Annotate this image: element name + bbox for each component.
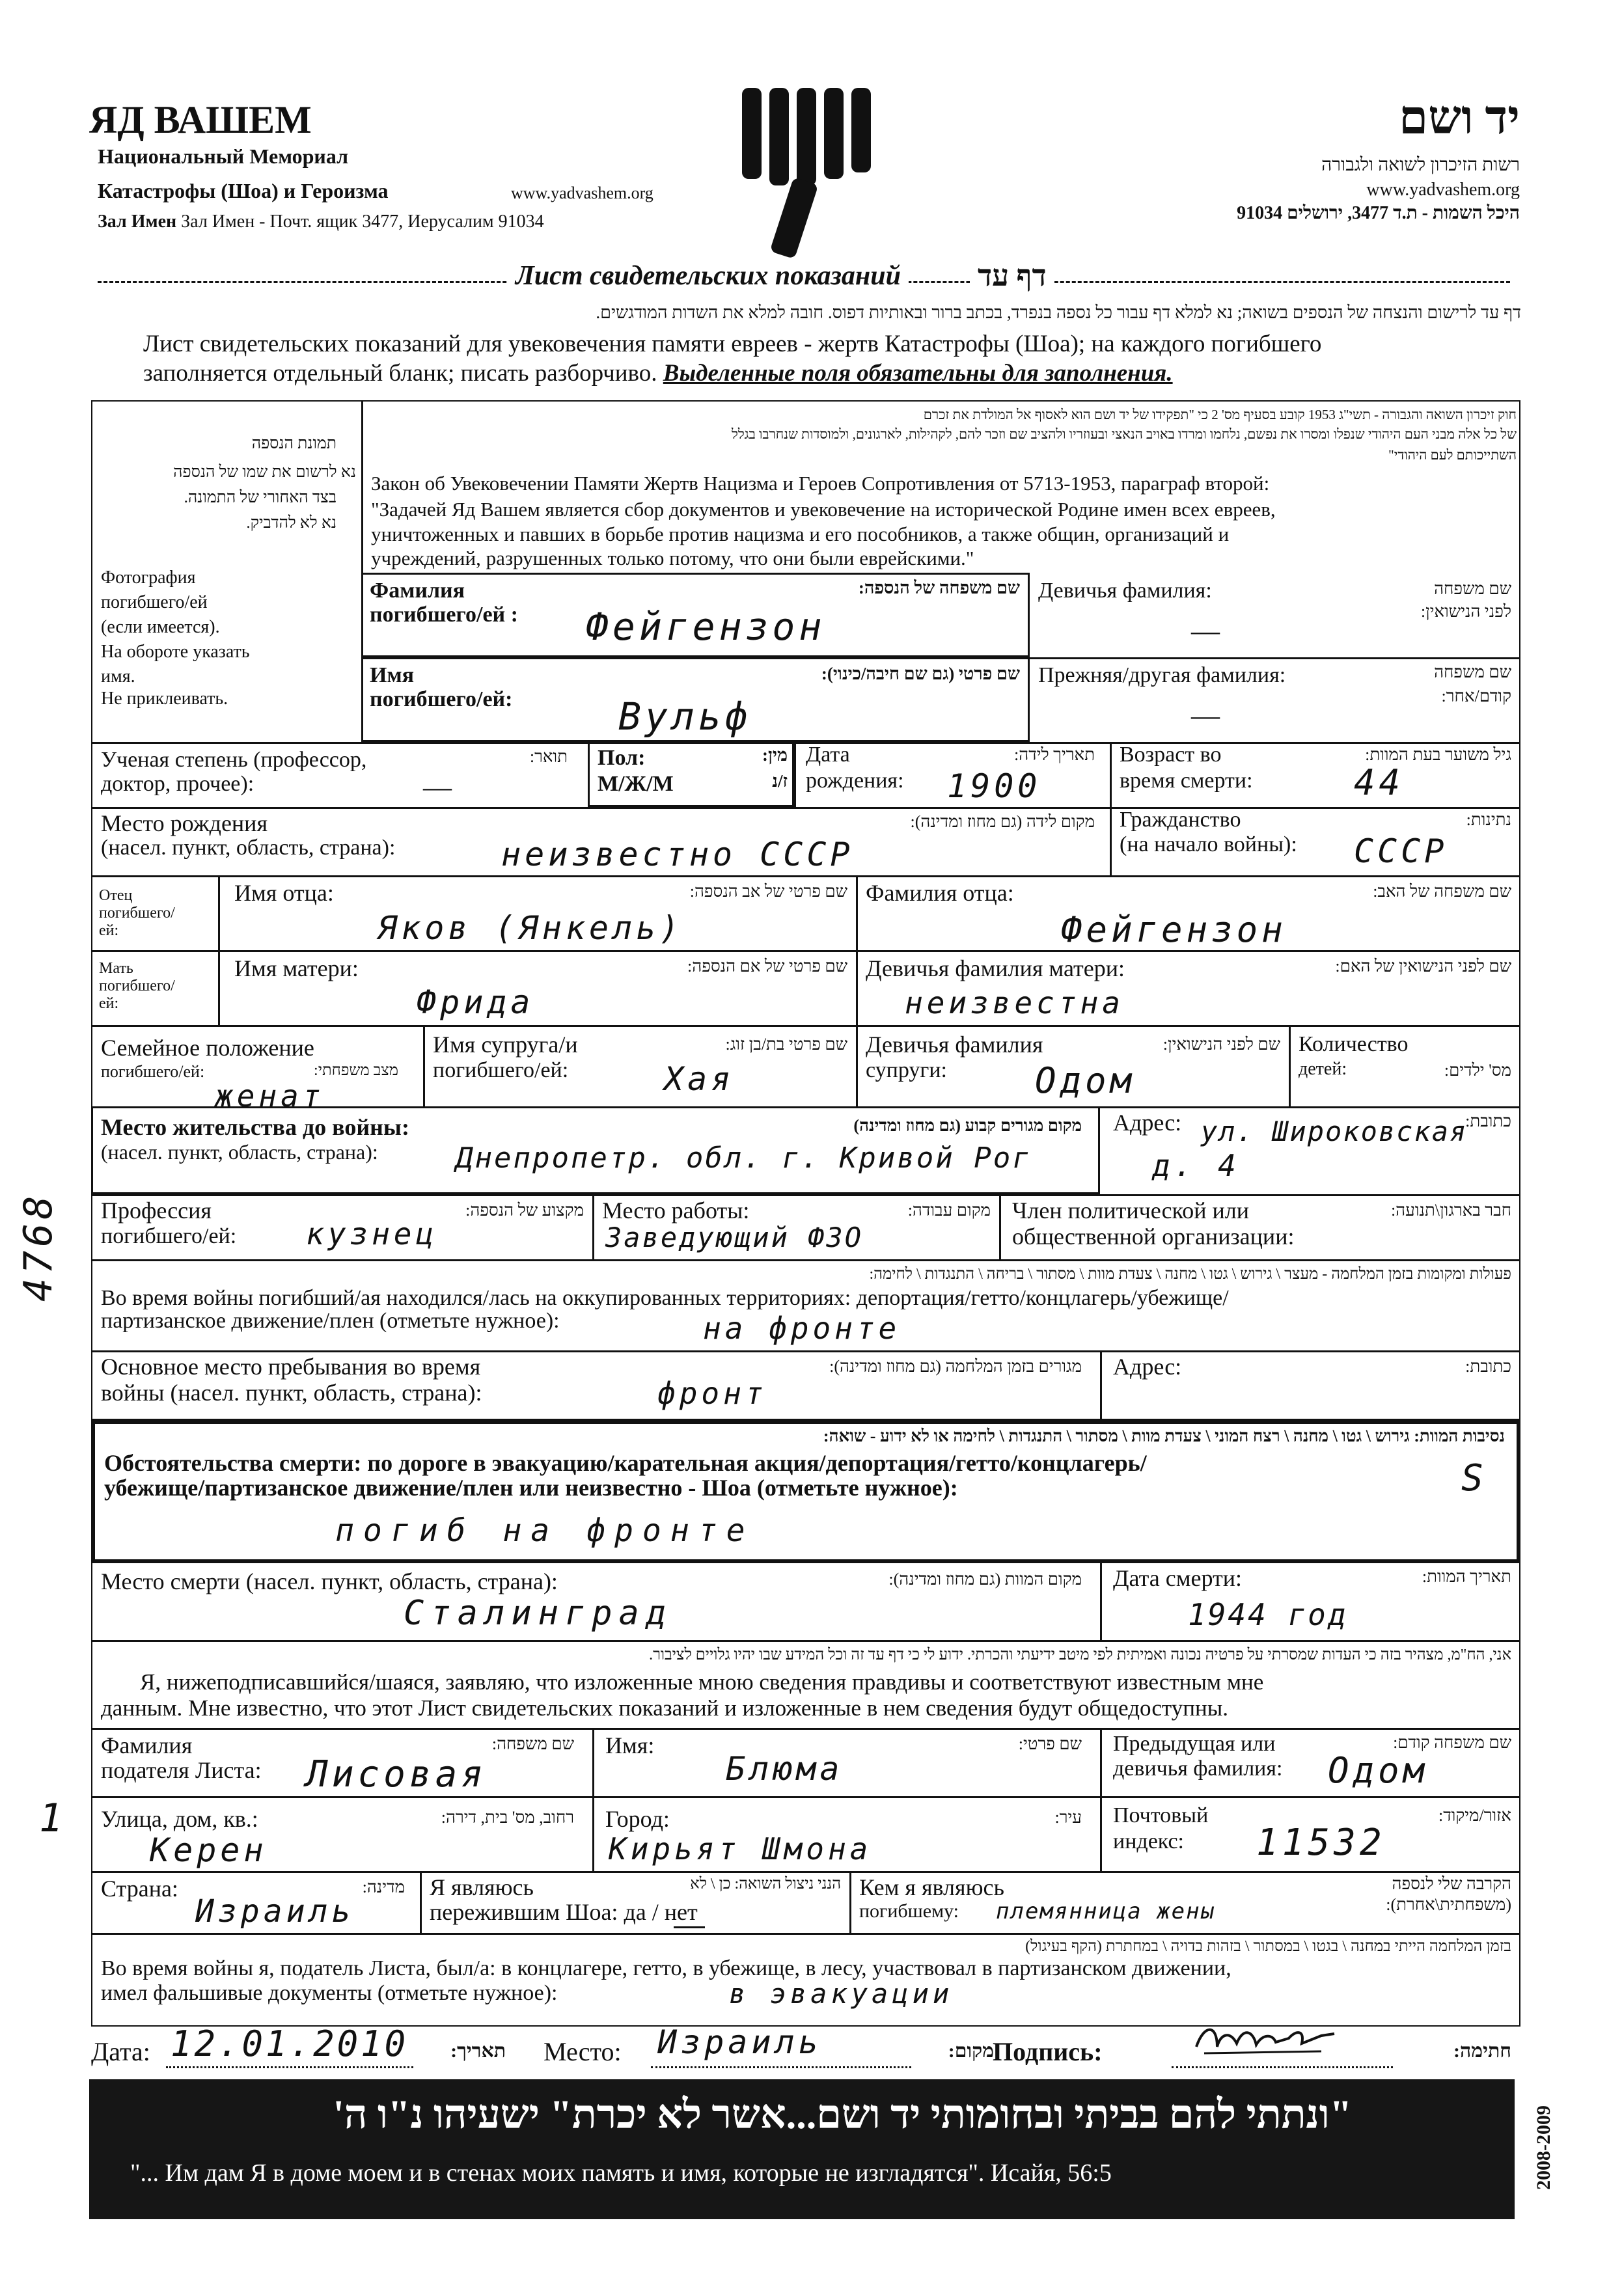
submitter-surname-label-2: подателя Листа: [101, 1757, 262, 1783]
submitter-country-label: Страна: [101, 1876, 178, 1902]
degree-label-he: תואר: [529, 747, 568, 766]
side-years: 2008-2009 [1533, 2105, 1554, 2190]
war-activity-he: פעולות ומקומות בזמן המלחמה - מעצר \ גירוש \ גטו \ מחנה \ צעדת מוות \ מסתור \ בריחה \ התנגדות \ לחימה: [869, 1266, 1511, 1283]
submitter-prev-label-he: שם משפחה קודם: [1393, 1733, 1511, 1752]
photo-note-ru-3: (если имеется). [101, 617, 220, 637]
father-label: Имя отца: [234, 880, 334, 906]
mother-maiden-value[interactable]: неизвестна [905, 985, 1124, 1020]
sex-label-2[interactable]: М/Ж/М [598, 772, 674, 796]
war-activity-ru-1: Во время войны погибший/ая находился/лась на оккупированных территориях: депортация/гетто/концлагерь/убежище/ [101, 1286, 1229, 1310]
date-value[interactable]: 12.01.2010 [171, 2023, 409, 2064]
wartime-ru-1: Во время войны я, податель Листа, был/а: в концлагере, гетто, в убежище, в лесу, участвовал в партизанском движении, [101, 1956, 1231, 1980]
father-value[interactable]: Яков (Янкель) [378, 909, 683, 947]
address-value-2[interactable]: д. 4 [1152, 1148, 1240, 1183]
citizenship-label-he: נתינות: [1466, 810, 1511, 829]
survivor-underline [674, 1926, 705, 1928]
citizenship-label-2: (на начало войны): [1120, 832, 1297, 856]
side-stamp: 4768 [16, 1192, 61, 1302]
age-label-he: גיל משוער בעת המוות: [1365, 745, 1511, 764]
date-label: Дата: [91, 2037, 150, 2066]
side-mark: 1 [39, 1796, 67, 1841]
sex-label-he-2: ז/נ [772, 771, 788, 791]
org-subtitle-he: רשות הזיכרון לשואה ולגבורה [1321, 155, 1520, 175]
spouse-label-1: Имя супруга/и [433, 1032, 578, 1058]
death-circ-value[interactable]: погиб на фронте [335, 1512, 754, 1549]
intro-ru-2b: Выделенные поля обязательны для заполнения. [663, 360, 1173, 387]
address-label: Адрес: [1113, 1110, 1182, 1136]
residence-label-he: מקום מגורים קבוע (גם מחוז ומדינה) [853, 1116, 1082, 1135]
relation-label-1: Кем я являюсь [859, 1874, 1004, 1900]
submitter-prev-value[interactable]: Одом [1328, 1750, 1429, 1791]
degree-value[interactable]: — [423, 771, 452, 803]
intro-ru-1: Лист свидетельских показаний для увековечения памяти евреев - жертв Катастрофы (Шоа); на каждого погибшего [143, 331, 1322, 357]
father-surname-label-he: שם משפחה של האב: [1373, 882, 1511, 901]
age-label-2: время смерти: [1120, 769, 1253, 793]
citizenship-value[interactable]: СССР [1354, 832, 1448, 870]
residence-label-1: Место жительства до войны: [101, 1114, 409, 1140]
org-subtitle-2: Катастрофы (Шоа) и Героизма [98, 179, 389, 202]
surname-value[interactable]: Фейгензон [586, 605, 826, 649]
submitter-street-value[interactable]: Керен [150, 1831, 268, 1869]
spouse-label-2: погибшего/ей: [433, 1058, 569, 1082]
surname-label-1: Фамилия [370, 579, 465, 603]
profession-label-2: погибшего/ей: [101, 1224, 237, 1248]
submitter-prev-label-2: девичья фамилия: [1113, 1756, 1283, 1781]
submitter-prev-label-1: Предыдущая или [1113, 1732, 1276, 1756]
residence-label-2: (насел. пункт, область, страна): [101, 1140, 378, 1164]
mother-side-1: Мать [99, 960, 133, 977]
prev-surname-he-2: קודם/אחר: [1441, 687, 1511, 705]
org-subtitle-1: Национальный Мемориал [98, 144, 349, 168]
maiden-label: Девичья фамилия: [1038, 579, 1212, 603]
address-value-1[interactable]: ул. Широковская [1201, 1115, 1468, 1147]
age-label-1: Возраст во [1120, 743, 1222, 767]
war-place-value[interactable]: фронт [657, 1376, 767, 1411]
profession-value[interactable]: кузнец [306, 1216, 438, 1251]
father-surname-label: Фамилия отца: [866, 880, 1014, 906]
marital-value[interactable]: женат [215, 1078, 325, 1114]
father-label-he: שם פרטי של אב הנספה: [689, 882, 847, 901]
mother-label-he: שם פרטי של אם הנספה: [687, 957, 847, 976]
workplace-label-he: מקום עבודה: [907, 1201, 991, 1220]
survivor-label-he: הנני ניצול השואה: כן \ לא [690, 1876, 841, 1893]
address-label-he: כתובת: [1465, 1112, 1511, 1130]
wartime-he: בזמן המלחמה הייתי במחנה \ בגטו \ במסתור \ בזהות בדויה \ במחתרת (הקף בעיגול) [1025, 1938, 1511, 1955]
relation-value[interactable]: племянница жены [996, 1898, 1216, 1924]
submitter-country-label-he: מדינה: [362, 1878, 405, 1896]
org-address-text: Зал Имен - Почт. ящик 3477, Иерусалим 91034 [181, 212, 544, 232]
submitter-surname-label-1: Фамилия [101, 1732, 193, 1758]
war-activity-ru-2: партизанское движение/плен (отметьте нужное): [101, 1309, 560, 1333]
submitter-zip-label-2: индекс: [1113, 1829, 1184, 1853]
submitter-zip-label-1: Почтовый [1113, 1803, 1209, 1827]
law-ru-2: "Задачей Яд Вашем является сбор документов и увековечение на исторической Родине имен всех евреев, [371, 498, 1276, 521]
surname-label-he: שם משפחה של הנספה: [858, 578, 1020, 597]
photo-note-he-1: תמונת הנספה [251, 435, 337, 452]
father-side-2: погибшего/ [99, 905, 175, 922]
quote-ru: "... Им дам Я в доме моем и в стенах моих память и имя, которые не изгладятся". Исайя, 56:5 [130, 2159, 1112, 2187]
war-activity-value[interactable]: на фронте [703, 1311, 901, 1346]
relation-label-he-2: (משפחתית\אחרת): [1386, 1895, 1511, 1914]
surname-label-2: погибшего/ей : [370, 603, 518, 627]
submitter-name-label: Имя: [605, 1732, 655, 1758]
children-label-2: детей: [1299, 1059, 1347, 1079]
law-ru-1: Закон об Увековечении Памяти Жертв Нацизма и Героев Сопротивления от 5713-1953, параграф второй: [371, 472, 1270, 495]
war-place-label-1: Основное место пребывания во время [101, 1354, 481, 1380]
spouse-label-he: שם פרטי בת/בן זוג: [725, 1035, 847, 1054]
death-place-label-he: מקום המוות (גם מחוז ומדינה): [888, 1570, 1082, 1589]
survivor-label-1: Я являюсь [430, 1874, 534, 1900]
law-he-1: חוק זיכרון השואה והגבורה - תשי"ג 1953 קובע בסעיף מס' 2 כי "תפקידו של יד ושם הוא לאסוף אל המולדת את זכרם [923, 407, 1517, 422]
signature-line [1172, 2066, 1393, 2070]
residence-value[interactable]: Днепропетр. обл. г. Кривой Рог [456, 1141, 1032, 1175]
submitter-surname-label-he: שם משפחה: [491, 1734, 574, 1753]
photo-note-he-3: בצד האחורי של התמונה. [184, 489, 337, 506]
wartime-ru-2: имел фальшивые документы (отметьте нужное): [101, 1981, 558, 2005]
photo-note-ru-6: Не приклеивать. [101, 689, 228, 709]
wartime-value[interactable]: в эвакуации [729, 1978, 954, 2010]
prev-surname-value[interactable]: — [1191, 700, 1220, 731]
spouse-maiden-value[interactable]: Одом [1035, 1060, 1136, 1101]
father-surname-value[interactable]: Фейгензон [1061, 909, 1287, 950]
spouse-value[interactable]: Хая [664, 1060, 735, 1098]
sex-label-1: Пол: [598, 746, 646, 770]
war-place-label-he: מגורים בזמן המלחמה (גם מחוז ומדינה): [829, 1357, 1082, 1376]
intro-ru-2 [143, 360, 1173, 388]
submitter-country-value[interactable]: Израиль [195, 1893, 355, 1930]
degree-label-2: доктор, прочее): [101, 772, 254, 796]
birthdate-label-he: תאריך לידה: [1014, 745, 1095, 764]
workplace-value[interactable]: Заведующий ФЗО [605, 1222, 864, 1253]
name-label-he: שם פרטי (גם שם חיבה/כינוי): [821, 664, 1020, 683]
citizenship-label-1: Гражданство [1120, 808, 1241, 832]
place-line [651, 2066, 911, 2070]
prev-surname-label: Прежняя/другая фамилия: [1038, 663, 1286, 687]
degree-label-1: Ученая степень (профессор, [101, 748, 367, 772]
member-label-he: חבר בארגון\תנועה: [1390, 1201, 1511, 1220]
submitter-name-label-he: שם פרטי: [1018, 1734, 1082, 1753]
maiden-label-he-1: שם משפחה [1434, 579, 1511, 598]
relation-label-2: погибшему: [859, 1900, 959, 1922]
place-label-he: מקום: [948, 2040, 994, 2062]
signature[interactable] [1191, 2017, 1341, 2063]
form-title-ru: Лист свидетельских показаний [508, 260, 909, 292]
birthdate-value[interactable]: 1900 [947, 767, 1041, 805]
birthplace-label-2: (насел. пункт, область, страна): [101, 836, 396, 860]
submitter-city-label-he: עיר: [1054, 1808, 1082, 1827]
marital-label-1: Семейное положение [101, 1035, 314, 1061]
mother-side-3: ей: [99, 995, 119, 1012]
war-place-label-2: войны (насел. пункт, область, страна): [101, 1380, 482, 1406]
law-he-3: השתייכותם לעם היהודי" [1388, 447, 1517, 463]
quote-he: "ונתתי להם בביתי ובחומותי יד ושם...אשר לא יכרת" ישעיהו נ"ו ה' [333, 2093, 1352, 2137]
war-address-label-he: כתובת: [1465, 1357, 1511, 1376]
submitter-street-label-he: רחוב, מס' בית, דירה: [441, 1808, 574, 1827]
submitter-street-label: Улица, дом, кв.: [101, 1806, 258, 1832]
birthdate-label-2: рождения: [806, 769, 904, 793]
death-place-value[interactable]: Сталинград [404, 1594, 673, 1633]
profession-label-he: מקצוע של הנספה: [465, 1201, 584, 1220]
submitter-name-value[interactable]: Блюма [726, 1750, 844, 1788]
org-url-right[interactable]: www.yadvashem.org [1366, 180, 1520, 200]
birthdate-label-1: Дата [806, 743, 850, 767]
spouse-maiden-label-2: супруги: [866, 1058, 947, 1082]
submitter-surname-value[interactable]: Лисовая [306, 1753, 488, 1796]
death-circ-mark[interactable]: S [1461, 1457, 1487, 1499]
mother-maiden-label: Девичья фамилия матери: [866, 955, 1125, 981]
death-date-label: Дата смерти: [1113, 1565, 1243, 1591]
member-label-1: Член политической или [1012, 1197, 1250, 1223]
submitter-zip-label-he: אזור/מיקוד: [1438, 1806, 1511, 1825]
org-name-ru: ЯД ВАШЕМ [89, 98, 312, 141]
age-value[interactable]: 44 [1354, 762, 1405, 803]
photo-note-ru-5: имя. [101, 666, 135, 687]
death-date-label-he: תאריך המוות: [1422, 1567, 1511, 1586]
war-address-label: Адрес: [1113, 1354, 1182, 1380]
profession-label-1: Профессия [101, 1197, 212, 1223]
photo-note-he-2: נא לרשום את שמו של הנספה [173, 463, 356, 481]
photo-note-ru-4: На обороте указать [101, 642, 250, 662]
death-place-label: Место смерти (насел. пункт, область, страна): [101, 1568, 558, 1594]
marital-label-he: מצב משפחתי: [314, 1062, 398, 1079]
intro-ru-2a: заполняется отдельный бланк; писать разборчиво. [143, 360, 657, 387]
relation-label-he-1: הקרבה שלי לנספה [1392, 1874, 1511, 1893]
survivor-options[interactable]: да / нет [624, 1899, 698, 1925]
name-value[interactable]: Вульф [618, 694, 752, 739]
declaration-ru-2: данным. Мне известно, что этот Лист свидетельских показаний и изложенные в нем сведения будут общедоступны. [101, 1695, 1228, 1721]
law-he-2: של כל אלה מבני העם היהודי שנפלו ומסרו את נפשם, נלחמו ומרדו באויב הנאצי ובעוזריו ולהציב שם וזכר להם, לקהילות, לארגונים, ולמוסדות שנחרבו בגלל [732, 426, 1517, 442]
sex-label-he-1: מין: [762, 745, 788, 765]
mother-maiden-label-he: שם לפני הנישואין של האם: [1335, 957, 1511, 976]
prev-surname-he-1: שם משפחה [1434, 663, 1511, 681]
org-address-he: היכל השמות - ת.ד 3477, ירושלים 91034 [1237, 203, 1520, 223]
name-label-1: Имя [370, 663, 414, 687]
mother-label: Имя матери: [234, 955, 359, 981]
marital-label-2: погибшего/ей: [101, 1062, 205, 1081]
spouse-maiden-label-1: Девичья фамилия [866, 1032, 1043, 1058]
spouse-maiden-label-he: שם לפני הנישואין: [1162, 1035, 1280, 1054]
survivor-label-2 [430, 1899, 698, 1926]
member-label-2: общественной организации: [1012, 1223, 1295, 1250]
birthplace-label-1: Место рождения [101, 810, 268, 836]
law-ru-3: уничтоженных и павших в борьбе против нацизма и его пособников, а также общин, организаций и [371, 523, 1230, 545]
photo-note-ru-1: Фотография [101, 567, 196, 588]
submitter-zip-value[interactable]: 11532 [1256, 1822, 1386, 1864]
signature-label-he: חתימה: [1453, 2040, 1511, 2062]
death-date-value[interactable]: 1944 год [1188, 1597, 1348, 1632]
death-circ-he: נסיבות המוות: גירוש \ גטו \ מחנה \ רצח המוני \ צעדת מוות \ מסתור \ התנגדות \ לחימה או לא ידוע - שואה: [823, 1427, 1505, 1445]
death-circ-ru-1: Обстоятельства смерти: по дороге в эвакуацию/карательная акция/депортация/гетто/концлагерь/ [104, 1450, 1147, 1476]
maiden-label-he-2: לפני הנישואין: [1420, 602, 1511, 621]
intro-he: דף עד לרישום והנצחה של הנספים בשואה; נא למלא דף עבור כל נספה בנפרד, בכתב ברור ובאותיות דפוס. חובה למלא את השדות המודגשים. [596, 303, 1521, 322]
date-label-he: תאריך: [450, 2040, 506, 2062]
birthplace-value[interactable]: неизвестно СССР [501, 836, 854, 873]
maiden-value[interactable]: — [1191, 615, 1220, 647]
survivor-label-2-text: пережившим Шоа: [430, 1899, 618, 1925]
submitter-city-value[interactable]: Кирьят Шмона [609, 1831, 872, 1866]
place-label: Место: [543, 2037, 622, 2066]
declaration-ru-1: Я, нижеподписавшийся/шаяся, заявляю, что изложенные мною сведения правдивы и соответствуют известным мне [140, 1669, 1264, 1695]
workplace-label: Место работы: [602, 1197, 750, 1223]
signature-label: Подпись: [993, 2037, 1103, 2066]
photo-note-he-4: נא לא להדביק. [246, 514, 337, 532]
org-address-ru: Зал Имен Зал Имен - Почт. ящик 3477, Иерусалим 91034 [98, 212, 544, 232]
name-label-2: погибшего/ей: [370, 687, 513, 711]
father-side-1: Отец [99, 887, 133, 904]
org-url-left[interactable]: www.yadvashem.org [511, 184, 653, 202]
place-value[interactable]: Израиль [657, 2023, 822, 2061]
birthplace-label-he: מקום לידה (גם מחוז ומדינה): [910, 812, 1095, 831]
submitter-city-label: Город: [605, 1806, 670, 1832]
mother-value[interactable]: Фрида [417, 983, 534, 1021]
law-ru-4: учреждений, разрушенных только потому, что они были еврейскими." [371, 547, 974, 569]
mother-side-2: погибшего/ [99, 977, 175, 994]
children-label-1: Количество [1299, 1032, 1409, 1056]
children-label-he: מס' ילדים: [1444, 1061, 1511, 1080]
form-title-he: דף עד [970, 259, 1054, 294]
declaration-he: אני, הח"מ, מצהיר בזה כי העדות שמסרתי על פרטיה נכונה ואמיתית לפי מיטב ידיעתי והכרתי. ידוע לי כי דף עד זה וכל המידע שבו יהיו גלויים לציבור. [649, 1647, 1511, 1663]
date-line [166, 2066, 413, 2070]
org-name-he: יד ושם [1399, 92, 1520, 144]
photo-note-ru-2: погибшего/ей [101, 592, 208, 612]
death-circ-ru-2: убежище/партизанское движение/плен или неизвестно - Шоа (отметьте нужное): [104, 1475, 958, 1501]
yad-vashem-logo [742, 88, 872, 264]
father-side-3: ей: [99, 922, 119, 939]
